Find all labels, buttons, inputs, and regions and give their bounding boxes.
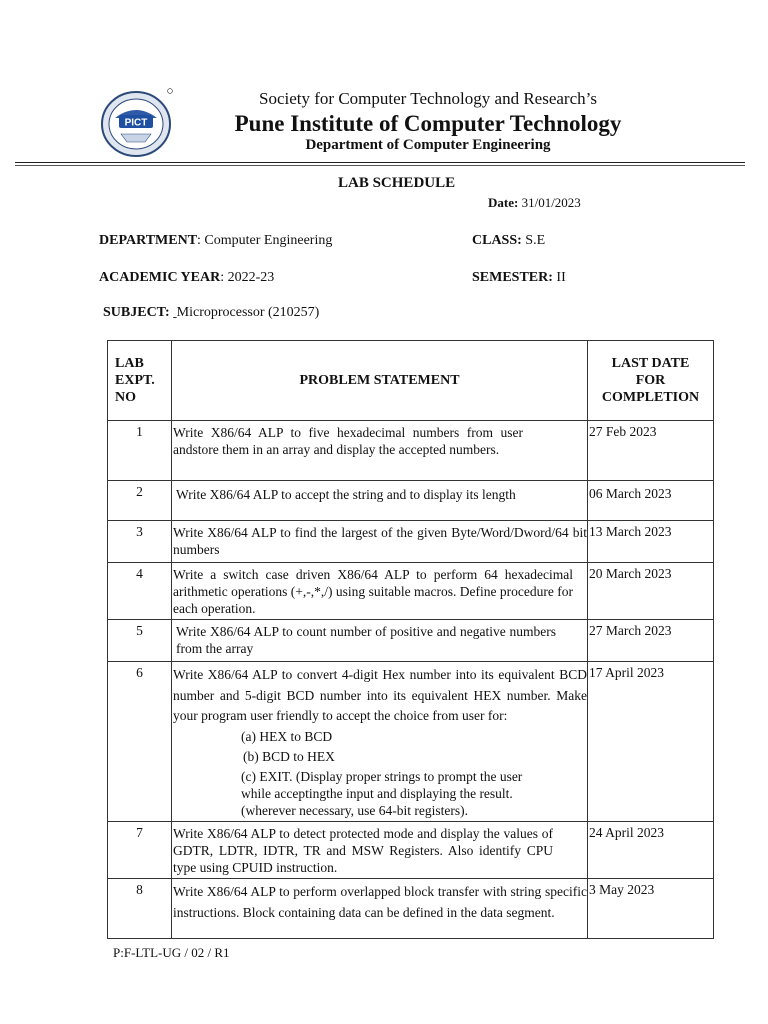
problem-statement: Write X86/64 ALP to convert 4-digit Hex number into its equivalent BCD number and 5-digit BCD number into its equivalent HEX number. Make your program user friendly to accept the choice from user for: (a) HEX to BCD (b) BCD to HEX (c) EXIT. (Display proper strings to prompt the user while acceptingthe input and displaying the result. (wherever necessary, use 64-bit registers). (172, 662, 588, 822)
table-row (108, 481, 714, 521)
subject-value: Microprocessor (210257) (176, 305, 320, 320)
problem-statement: Write X86/64 ALP to perform overlapped block transfer with string specific instructions. Block containing data can be defined in the data segment. (172, 879, 588, 939)
semester-value: II (556, 270, 566, 285)
due-date: 13 March 2023 (588, 521, 714, 563)
problem-statement: Write X86/64 ALP to accept the string and to display its length (172, 481, 588, 521)
due-date: 27 Feb 2023 (588, 421, 714, 481)
expt-number: 6 (108, 662, 172, 822)
header-divider-thin (15, 165, 745, 166)
problem-statement: Write X86/64 ALP to count number of positive and negative numbers from the array (172, 620, 588, 662)
table-row (108, 421, 714, 481)
semester-label: SEMESTER: (472, 270, 553, 285)
table-row (108, 521, 714, 563)
problem-statement: Write a switch case driven X86/64 ALP to perform 64 hexadecimal arithmetic operations (+,-,*,/) using suitable macros. Define procedure for each operation. (172, 563, 588, 620)
semester-field (472, 270, 566, 286)
problem-statement: Write X86/64 ALP to find the largest of the given Byte/Word/Dword/64 bit numbers (172, 521, 588, 563)
due-date: 17 April 2023 (588, 662, 714, 822)
department-value: : Computer Engineering (197, 233, 333, 248)
due-date: 27 March 2023 (588, 620, 714, 662)
table-row (108, 563, 714, 620)
subject-label: SUBJECT: (103, 305, 170, 320)
due-date: 24 April 2023 (588, 822, 714, 879)
schedule-title: LAB SCHEDULE (338, 175, 456, 191)
table-row (108, 822, 714, 879)
date-label: Date: (488, 195, 519, 210)
table-row (108, 662, 714, 822)
department-heading: Department of Computer Engineering (305, 137, 551, 153)
problem-statement: Write X86/64 ALP to detect protected mode and display the values of GDTR, LDTR, IDTR, TR and MSW Registers. Also identify CPU type using CPUID instruction. (172, 822, 588, 879)
problem-statement: Write X86/64 ALP to five hexadecimal numbers from user andstore them in an array and display the accepted numbers. (172, 421, 588, 481)
society-name: Society for Computer Technology and Research’s (259, 89, 597, 108)
schedule-date (488, 195, 581, 211)
expt-number: 7 (108, 822, 172, 879)
expt-number: 3 (108, 521, 172, 563)
table-row (108, 620, 714, 662)
table-row (108, 879, 714, 939)
department-label: DEPARTMENT (99, 233, 198, 248)
due-date: 3 May 2023 (588, 879, 714, 939)
expt-number: 4 (108, 563, 172, 620)
table-header-row (108, 341, 714, 421)
academic-year-label: ACADEMIC YEAR (99, 270, 221, 285)
expt-number: 5 (108, 620, 172, 662)
academic-year-value: : 2022-23 (220, 270, 275, 285)
option-exit: (c) EXIT. (Display proper strings to prompt the user while acceptingthe input and displaying the result. (wherever necessary, use 64-bit registers). (241, 768, 523, 818)
lab-expt-no-header: LAB EXPT. NO (108, 341, 172, 421)
due-date: 20 March 2023 (588, 563, 714, 620)
expt-number: 2 (108, 481, 172, 521)
subject-field (103, 305, 319, 321)
last-date-header: LAST DATE FOR COMPLETION (588, 341, 714, 421)
logo-text: PICT (124, 117, 148, 129)
department-field (99, 233, 332, 249)
class-value: S.E (525, 233, 546, 248)
option-bcd-to-hex: (b) BCD to HEX (243, 749, 335, 764)
option-hex-to-bcd: (a) HEX to BCD (241, 728, 333, 744)
form-code-footer: P:F-LTL-UG / 02 / R1 (113, 945, 230, 960)
lab-schedule-table (107, 340, 714, 939)
class-field (472, 233, 545, 249)
expt-number: 1 (108, 421, 172, 481)
institute-name: Pune Institute of Computer Technology (234, 111, 622, 136)
class-label: CLASS: (472, 233, 522, 248)
problem-statement-header: PROBLEM STATEMENT (172, 341, 588, 421)
expt-number: 8 (108, 879, 172, 939)
date-value: 31/01/2023 (521, 195, 581, 210)
due-date: 06 March 2023 (588, 481, 714, 521)
header-divider (15, 162, 745, 163)
academic-year-field (99, 270, 274, 286)
